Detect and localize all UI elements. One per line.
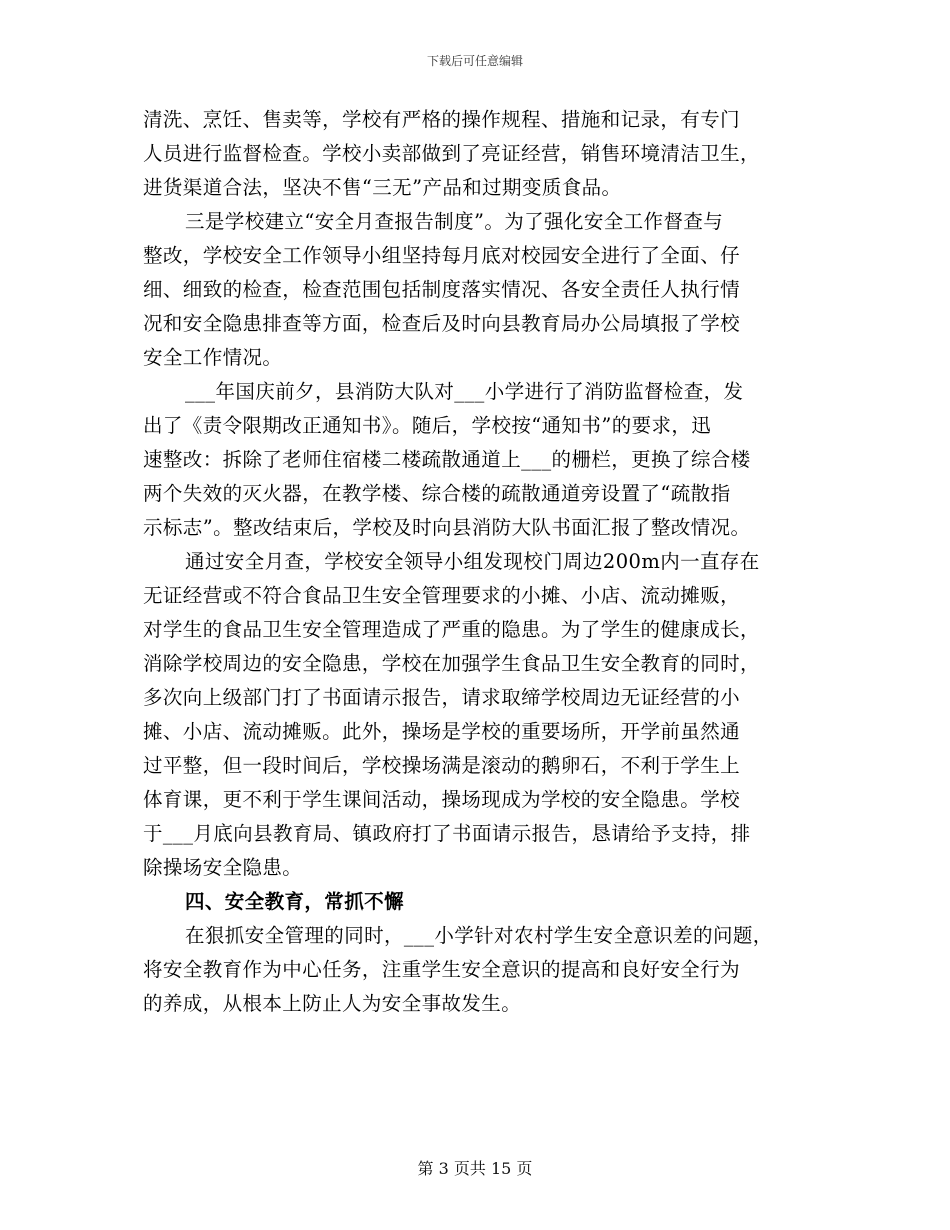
text-line: 将安全教育作为中心任务，注重学生安全意识的提高和良好安全行为: [143, 958, 741, 981]
text-line: 对学生的食品卫生安全管理造成了严重的隐患。为了学生的健康成长，: [143, 618, 760, 641]
text-line: 消除学校周边的安全隐患，学校在加强学生食品卫生安全教育的同时，: [143, 652, 760, 675]
document-body: [143, 103, 813, 1021]
text-line: 出了《责令限期改正通知书》。随后，学校按“通知书”的要求，迅: [143, 414, 712, 437]
text-line: 摊、小店、流动摊贩。此外，操场是学校的重要场所，开学前虽然通: [143, 720, 741, 743]
text-line: 的养成，从根本上防止人为安全事故发生。: [143, 992, 522, 1015]
text-line: 过平整，但一段时间后，学校操场满是滚动的鹅卵石，不利于学生上: [143, 754, 741, 777]
text-line: 整改，学校安全工作领导小组坚持每月底对校园安全进行了全面、仔: [143, 244, 741, 267]
paragraph-monthly-inspection: [143, 205, 813, 375]
text-line: 通过安全月查，学校安全领导小组发现校门周边200m内一直存在: [185, 550, 760, 573]
paragraph-food-safety-continued: [143, 103, 813, 205]
text-line: 三是学校建立“安全月查报告制度”。为了强化安全工作督查与: [185, 210, 724, 233]
text-line: 况和安全隐患排查等方面，检查后及时向县教育局办公局填报了学校: [143, 312, 741, 335]
text-line: 示标志”。整改结束后，学校及时向县消防大队书面汇报了整改情况。: [143, 516, 751, 539]
page-number-footer: 第 3 页共 15 页: [417, 1159, 533, 1178]
text-line: ___年国庆前夕，县消防大队对___小学进行了消防监督检查，发: [185, 380, 744, 403]
section-heading-safety-education: [143, 885, 813, 919]
text-line: 无证经营或不符合食品卫生安全管理要求的小摊、小店、流动摊贩，: [143, 584, 741, 607]
text-line: 两个失效的灭火器，在教学楼、综合楼的疏散通道旁设置了“疏散指: [143, 482, 731, 505]
text-line: 细、细致的检查，检查范围包括制度落实情况、各安全责任人执行情: [143, 278, 741, 301]
text-line: 人员进行监督检查。学校小卖部做到了亮证经营，销售环境清洁卫生，: [143, 142, 760, 165]
paragraph-surroundings-hazards: [143, 545, 813, 885]
text-line: 体育课，更不利于学生课间活动，操场现成为学校的安全隐患。学校: [143, 788, 741, 811]
paragraph-safety-education: [143, 919, 813, 1021]
text-line: 清洗、烹饪、售卖等，学校有严格的操作规程、措施和记录，有专门: [143, 108, 741, 131]
paragraph-fire-inspection: [143, 375, 813, 545]
section-heading: 四、安全教育，常抓不懈: [185, 890, 404, 913]
text-line: 速整改：拆除了老师住宿楼二楼疏散通道上___的栅栏，更换了综合楼: [143, 448, 751, 471]
text-line: 除操场安全隐患。: [143, 856, 303, 879]
text-line: 于___月底向县教育局、镇政府打了书面请示报告，恳请给予支持，排: [143, 822, 751, 845]
text-line: 安全工作情况。: [143, 346, 283, 369]
text-line: 多次向上级部门打了书面请示报告，请求取缔学校周边无证经营的小: [143, 686, 741, 709]
header-note: 下载后可任意编辑: [426, 54, 523, 68]
text-line: 在狠抓安全管理的同时，___小学针对农村学生安全意识差的问题，: [185, 924, 773, 947]
text-line: 进货渠道合法，坚决不售“三无”产品和过期变质食品。: [143, 176, 622, 199]
